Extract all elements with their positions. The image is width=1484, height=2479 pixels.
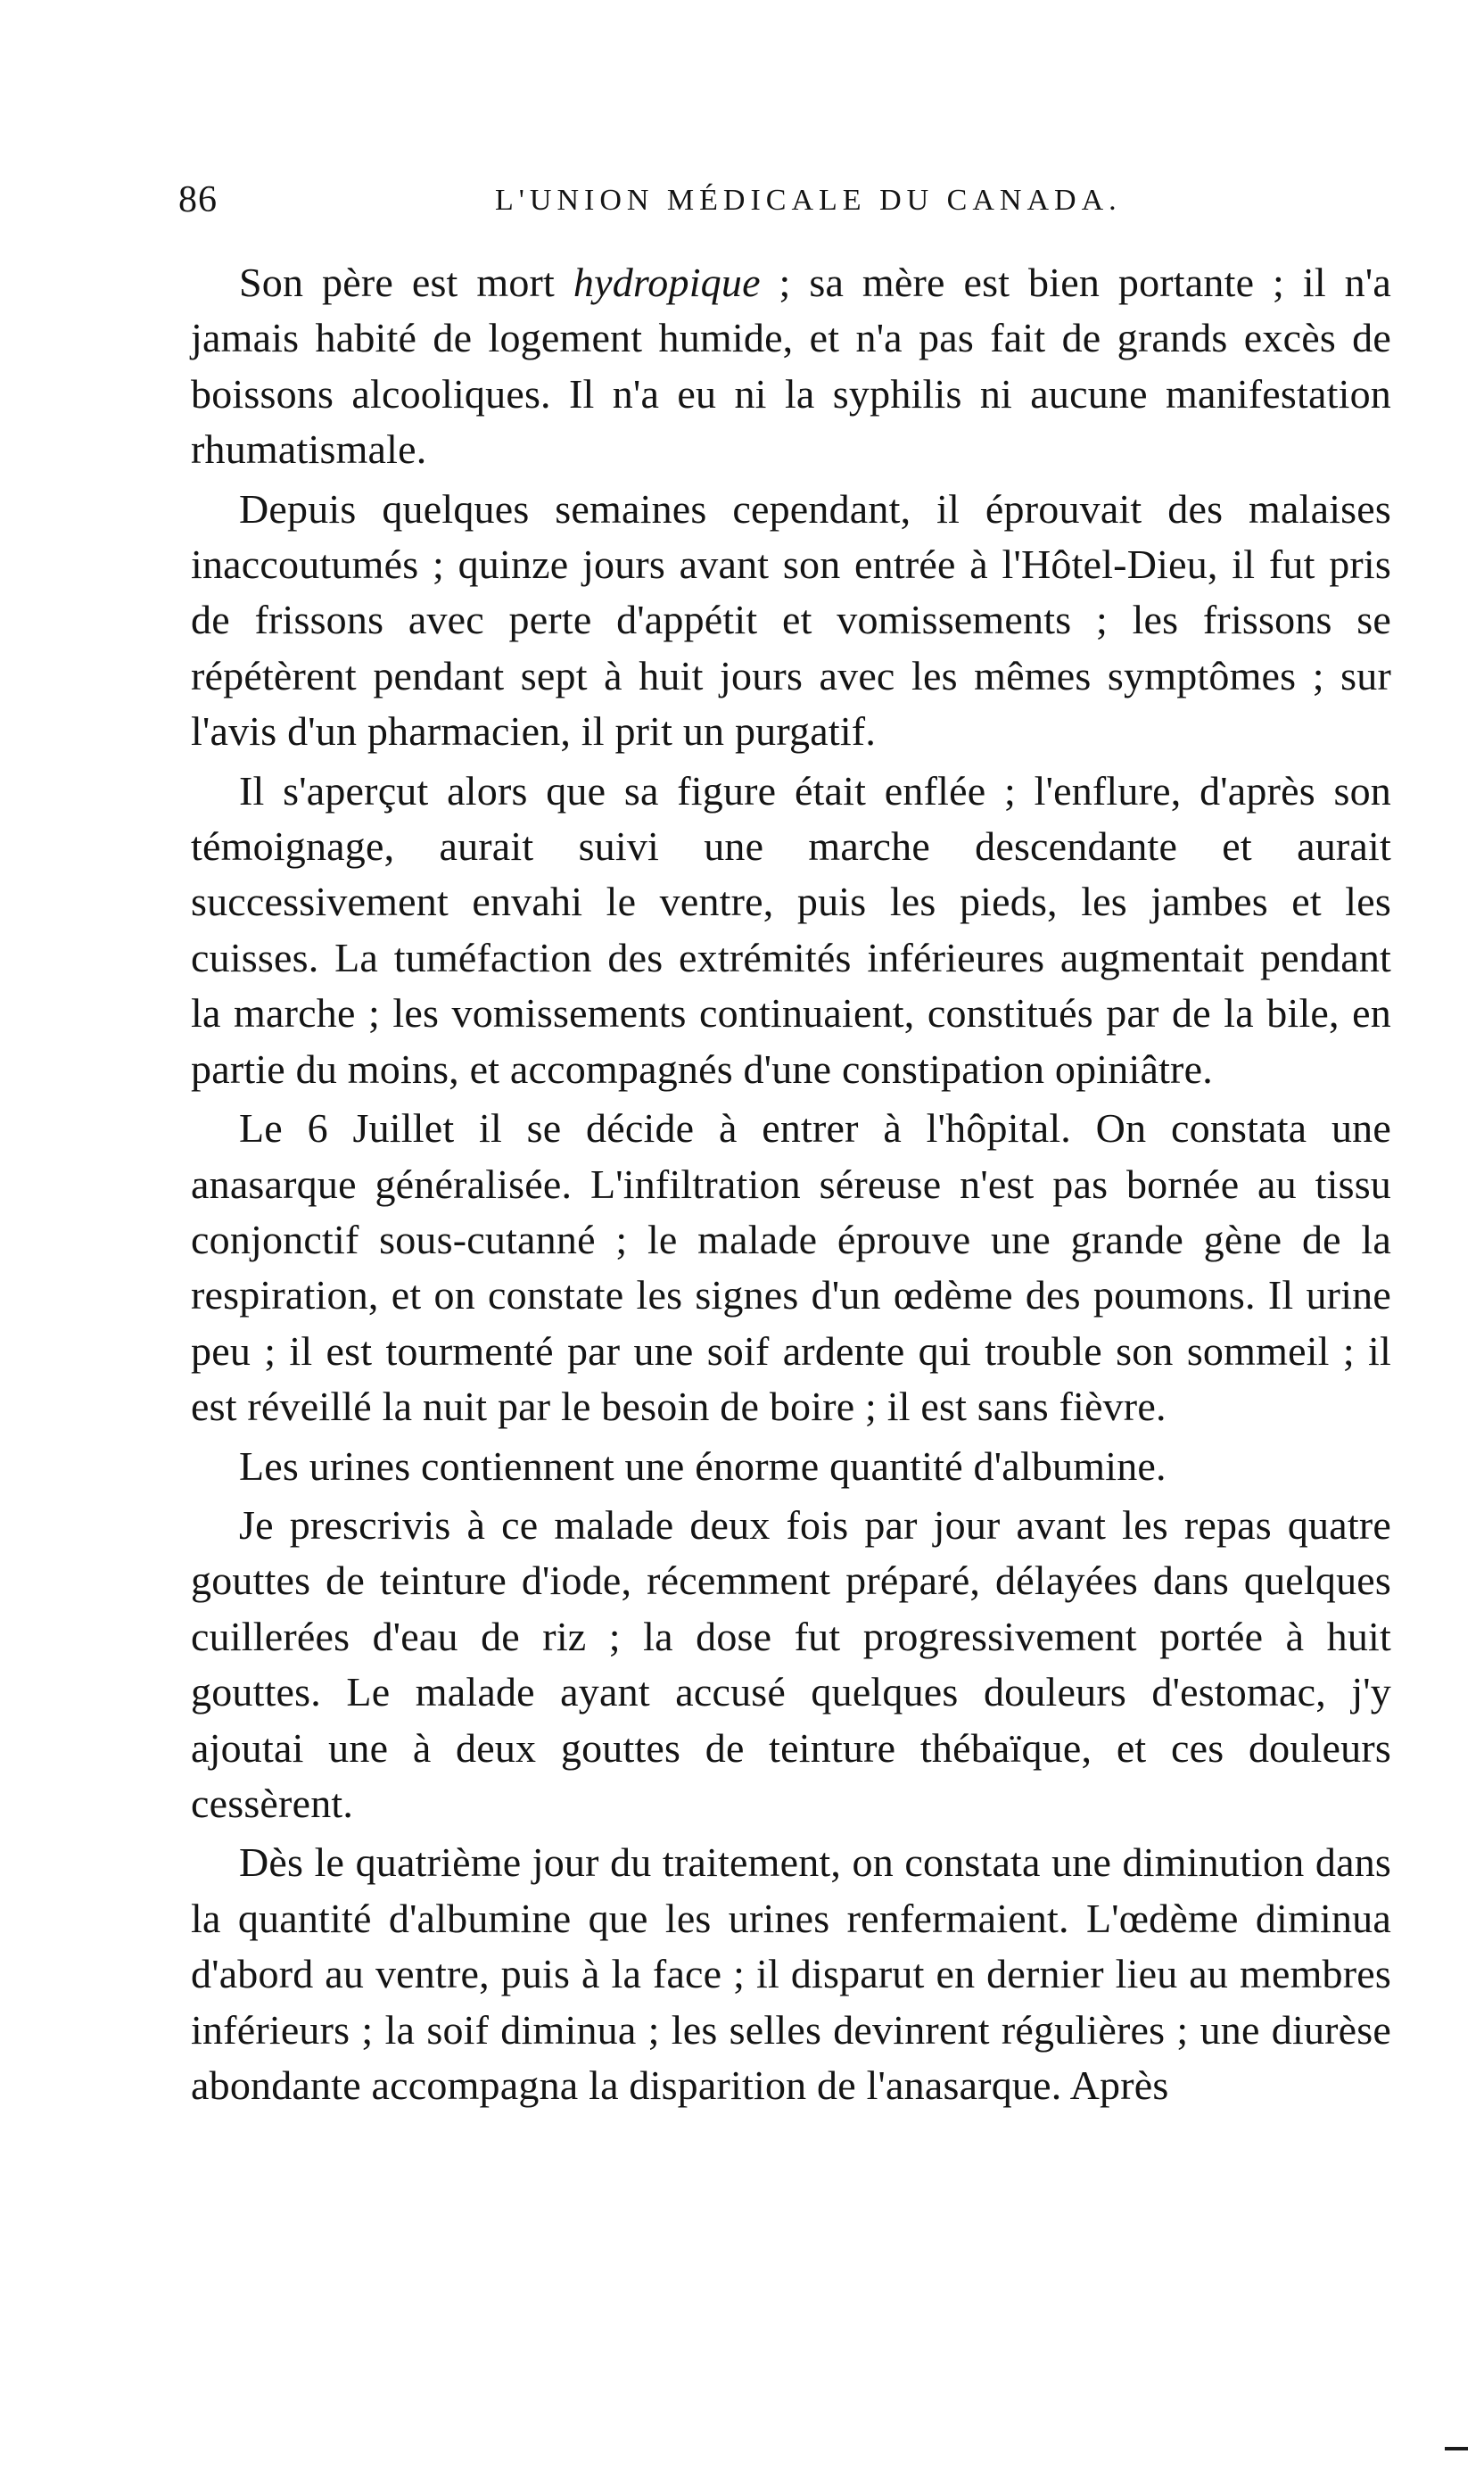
paragraph-prescription: Je prescrivis à ce malade deux fois par jour avant les repas quatre gouttes de teinture d'iode, récemment préparé, délayées dans quelques cuillerées d'eau de riz ; la dose fut progressivement portée à huit gouttes. Le malade ayant accusé quelques douleurs d'estomac, j'y ajoutai une à deux gouttes de teinture thébaïque, et ces douleurs cessèrent. <box>191 1501 1391 1826</box>
paragraph-onset-symptoms: Depuis quelques semaines cependant, il éprouvait des malaises inaccoutumés ; quinze jours avant son entrée à l'Hôtel-Dieu, il fut pris de frissons avec perte d'appétit et vomissements ; les frissons se répétèrent pendant sept à huit jours avec les mêmes symptômes ; sur l'avis d'un pharmacien, il prit un purgatif. <box>191 485 1391 755</box>
running-head <box>178 178 1393 232</box>
paragraph-urine-albumin: Les urines contiennent une énorme quantité d'albumine. <box>239 1442 1167 1489</box>
paragraph-text-end: ; sa mère est bien portante ; il n'a jamais habité de logement humide, et n'a pas fait de grands excès de boissons alcooliques. Il n'a eu ni la syphilis ni aucune manifestation rhumatismale. <box>191 260 1391 473</box>
paragraph-hospital-admission: Le 6 Juillet il se décide à entrer à l'hôpital. On constata une anasarque généralisée. L'infiltration séreuse n'est pas bornée au tissu conjonctif sous-cutanné ; le malade éprouve une grande gène de la respiration, et on constate les signes d'un œdème des poumons. Il urine peu ; il est tourmenté par une soif ardente qui trouble son sommeil ; il est réveillé la nuit par le besoin de boire ; il est sans fièvre. <box>191 1105 1391 1430</box>
paragraph-family-history <box>191 255 1391 478</box>
body-text <box>191 255 1391 2117</box>
paragraph-text-start: Son père est mort <box>239 260 573 305</box>
scan-mark <box>1445 2447 1468 2450</box>
emphasized-word: hydropique <box>573 260 761 305</box>
paragraph-treatment-outcome: Dès le quatrième jour du traitement, on constata une diminution dans la quantité d'albumine que les urines renfermaient. L'œdème diminua d'abord au ventre, puis à la face ; il disparut en dernier lieu au membres inférieurs ; la soif diminua ; les selles devinrent régulières ; une diurèse abondante accompagna la disparition de l'anasarque. Après <box>191 1839 1391 2108</box>
page-number: 86 <box>178 179 218 220</box>
paragraph-swelling: Il s'aperçut alors que sa figure était enflée ; l'enflure, d'après son témoignage, aurait suivi une marche descendante et aurait successivement envahi le ventre, puis les pieds, les jambes et les cuisses. La tuméfaction des extrémités inférieures augmentait pendant la marche ; les vomissements continuaient, constitués par de la bile, en partie du moins, et accompagnés d'une constipation opiniâtre. <box>191 767 1391 1092</box>
journal-title: L'UNION MÉDICALE DU CANADA. <box>495 184 1122 217</box>
